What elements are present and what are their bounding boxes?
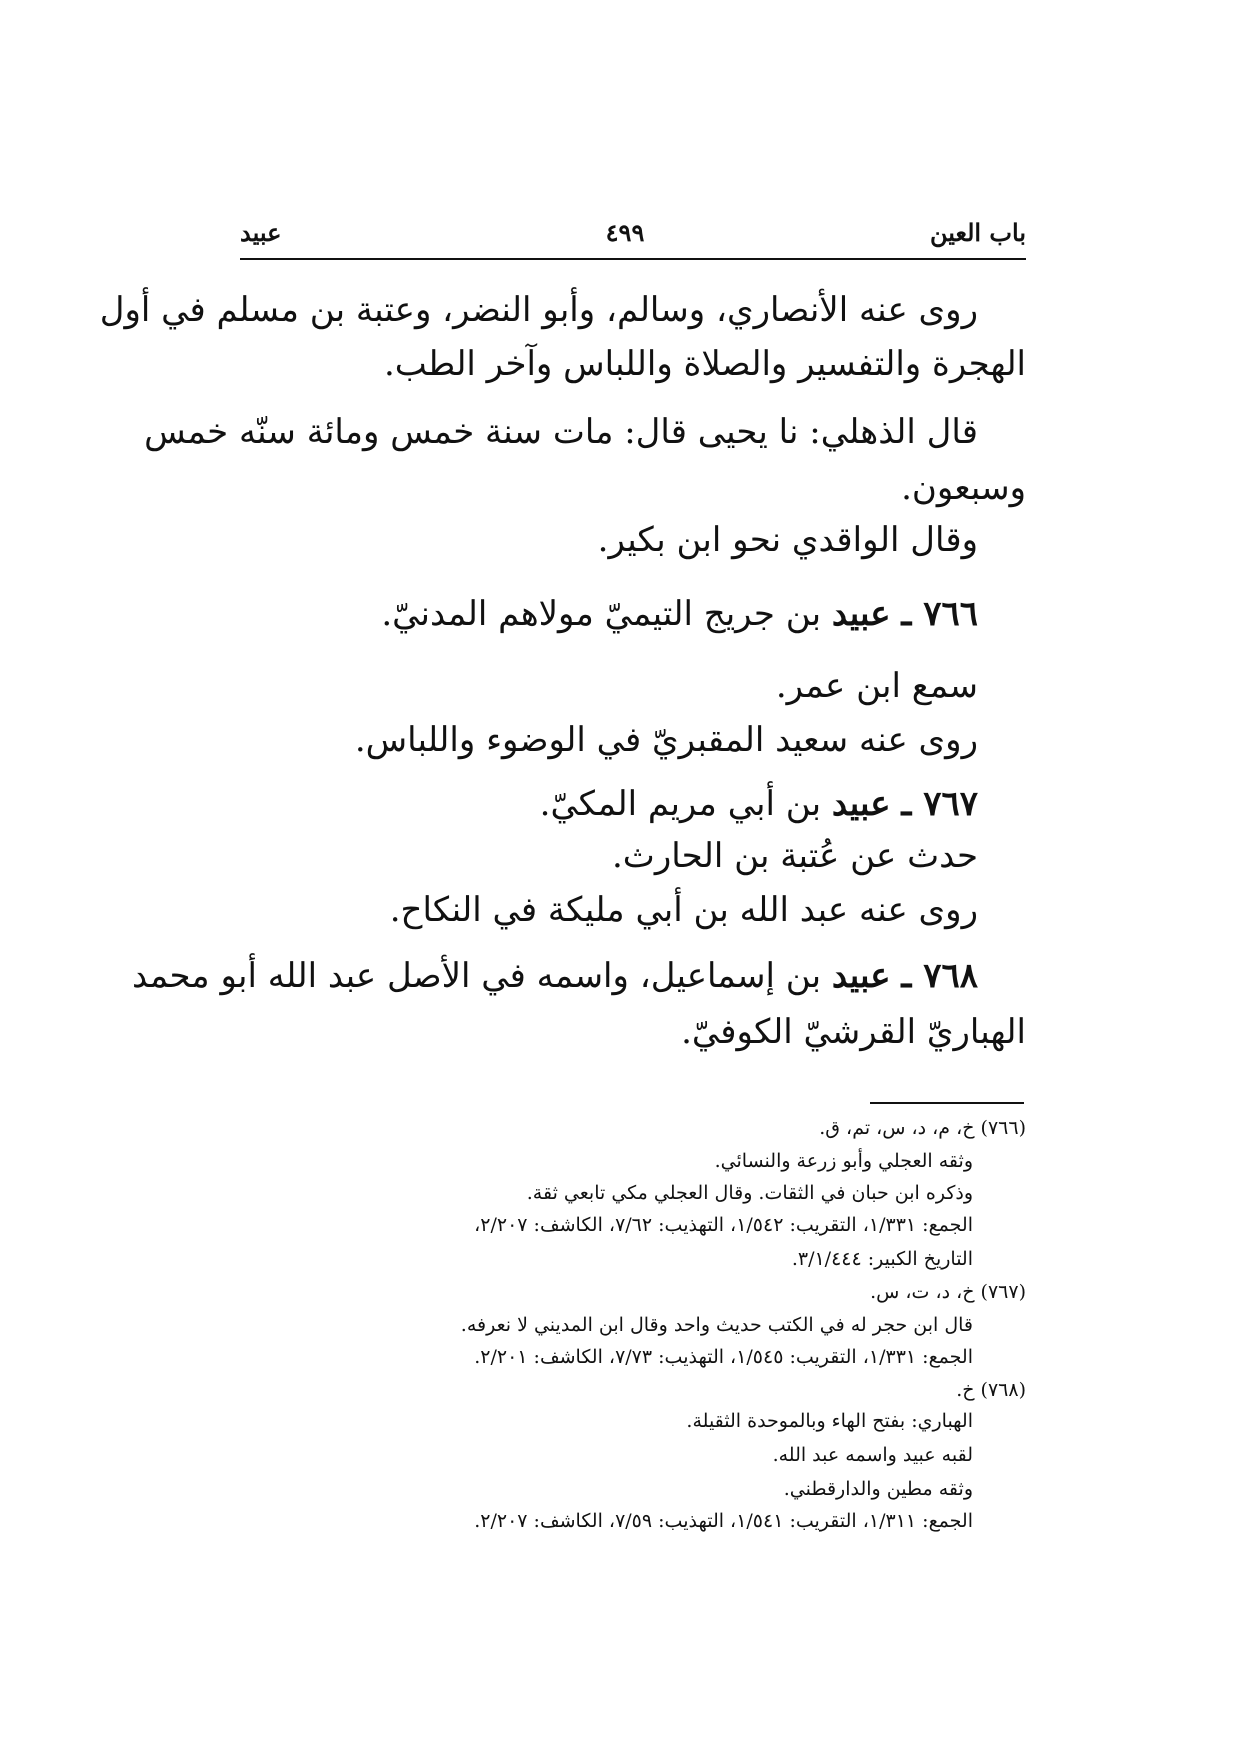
running-header-entry: عبيد <box>240 218 282 247</box>
footnote-line: وثقه العجلي وأبو زرعة والنسائي. <box>714 1150 973 1172</box>
footnote-line: الهباري: بفتح الهاء وبالموحدة الثقيلة. <box>686 1410 973 1432</box>
body-line: الهباريّ القرشيّ الكوفيّ. <box>681 1012 1026 1052</box>
body-line: قال الذهلي: نا يحيى قال: مات سنة خمس ومائة سنّه خمس <box>144 412 978 452</box>
entry-767-heading <box>540 784 978 824</box>
footnote-line: الجمع: ١/٣٣١، التقريب: ١/٥٤٥، التهذيب: ٧/٧٣، الكاشف: ٢/٢٠١. <box>474 1346 973 1368</box>
running-header-chapter: باب العين <box>929 218 1026 247</box>
entry-title: بن أبي مريم المكيّ. <box>539 784 822 824</box>
entry-number: ٧٦٨ ـ <box>901 956 978 996</box>
entry-name: عبيد <box>831 784 891 824</box>
body-line: وسبعون. <box>901 468 1026 508</box>
footnote-line: وثقه مطين والدارقطني. <box>783 1478 973 1500</box>
body-line: روى عنه سعيد المقبريّ في الوضوء واللباس. <box>354 720 978 760</box>
header-rule <box>240 258 1026 260</box>
footnote-line: (٧٦٨) خ. <box>956 1379 1026 1401</box>
body-line: سمع ابن عمر. <box>775 666 978 706</box>
footnote-line: التاريخ الكبير: ٣/١/٤٤٤. <box>791 1248 973 1270</box>
footnote-rule <box>870 1102 1024 1104</box>
entry-title: بن جريج التيميّ مولاهم المدنيّ. <box>381 594 822 634</box>
footnote-line: قال ابن حجر له في الكتب حديث واحد وقال ابن المديني لا نعرفه. <box>460 1314 973 1336</box>
body-line: روى عنه عبد الله بن أبي مليكة في النكاح. <box>389 890 978 930</box>
entry-768-heading <box>131 956 978 996</box>
footnote-line: وذكره ابن حبان في الثقات. وقال العجلي مكي تابعي ثقة. <box>526 1182 973 1204</box>
entry-number: ٧٦٦ ـ <box>901 594 978 634</box>
footnote-line: الجمع: ١/٣١١، التقريب: ١/٥٤١، التهذيب: ٧/٥٩، الكاشف: ٢/٢٠٧. <box>474 1510 973 1532</box>
footnote-line: (٧٦٦) خ، م، د، س، تم، ق. <box>819 1117 1026 1139</box>
footnote-line: (٧٦٧) خ، د، ت، س. <box>870 1281 1026 1303</box>
entry-name: عبيد <box>831 956 891 996</box>
entry-title: بن إسماعيل، واسمه في الأصل عبد الله أبو محمد <box>131 956 822 996</box>
body-line: وقال الواقدي نحو ابن بكير. <box>597 520 978 560</box>
entry-766-heading <box>381 594 978 634</box>
page-number: ٤٩٩ <box>605 218 645 247</box>
body-line: الهجرة والتفسير والصلاة واللباس وآخر الطب. <box>383 344 1026 384</box>
body-line: حدث عن عُتبة بن الحارث. <box>612 836 978 876</box>
entry-name: عبيد <box>831 594 891 634</box>
body-line: روى عنه الأنصاري، وسالم، وأبو النضر، وعتبة بن مسلم في أول <box>99 290 978 330</box>
entry-number: ٧٦٧ ـ <box>901 784 978 824</box>
footnote-line: الجمع: ١/٣٣١، التقريب: ١/٥٤٢، التهذيب: ٧/٦٢، الكاشف: ٢/٢٠٧، <box>474 1214 973 1236</box>
footnote-line: لقبه عبيد واسمه عبد الله. <box>772 1444 973 1466</box>
